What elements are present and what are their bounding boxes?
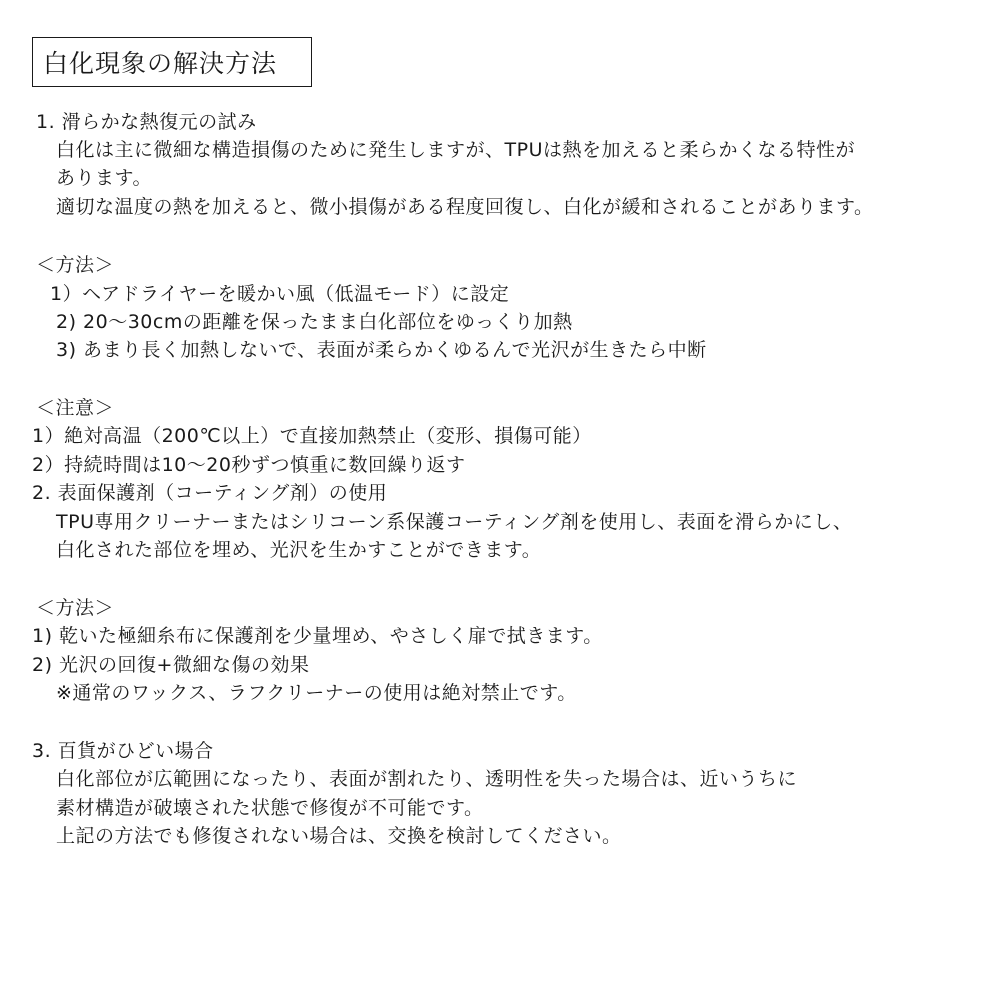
section-3-text-line: 上記の方法でも修復されない場合は、交換を検討してください。	[56, 825, 622, 847]
section-3-text-line: 素材構造が破壊された状態で修復が不可能です。	[56, 797, 484, 819]
method-step: 1) 乾いた極細糸布に保護剤を少量埋め、やさしく扉で拭きます。	[32, 625, 603, 647]
method-heading: ＜方法＞	[36, 254, 115, 276]
caution-item: 2）持続時間は10～20秒ずつ慎重に数回繰り返す	[32, 454, 466, 476]
page-title: 白化現象の解決方法	[32, 37, 312, 87]
caution-item: 1）絶対高温（200℃以上）で直接加熱禁止（変形、損傷可能）	[32, 425, 592, 447]
section-2-text-line: 白化された部位を埋め、光沢を生かすことができます。	[56, 539, 542, 561]
section-2-heading: 2. 表面保護剤（コーティング剤）の使用	[32, 482, 388, 504]
section-1-heading: 1. 滑らかな熱復元の試み	[36, 111, 257, 133]
section-1-text-line: 白化は主に微細な構造損傷のために発生しますが、TPUは熱を加えると柔らかくなる特性が	[56, 139, 855, 161]
warning-note: ※通常のワックス、ラフクリーナーの使用は絶対禁止です。	[56, 682, 577, 704]
method-step: 2) 20～30cmの距離を保ったまま白化部位をゆっくり加熱	[56, 311, 573, 333]
section-3-heading: 3. 百貨がひどい場合	[32, 740, 214, 762]
section-1-text-line: 適切な温度の熱を加えると、微小損傷がある程度回復し、白化が緩和されることがあります。	[56, 196, 874, 218]
section-2-text-line: TPU専用クリーナーまたはシリコーン系保護コーティング剤を使用し、表面を滑らかにし、	[56, 511, 853, 533]
method-step: 1）ヘアドライヤーを暖かい風（低温モード）に設定	[50, 283, 510, 305]
method-heading: ＜方法＞	[36, 597, 115, 619]
section-3-text-line: 白化部位が広範囲になったり、表面が割れたり、透明性を失った場合は、近いうちに	[56, 768, 798, 790]
method-step: 3) あまり長く加熱しないで、表面が柔らかくゆるんで光沢が生きたら中断	[56, 339, 707, 361]
caution-heading: ＜注意＞	[36, 397, 115, 419]
method-step: 2) 光沢の回復+微細な傷の効果	[32, 654, 310, 676]
section-1-text-line: あります。	[56, 167, 152, 189]
